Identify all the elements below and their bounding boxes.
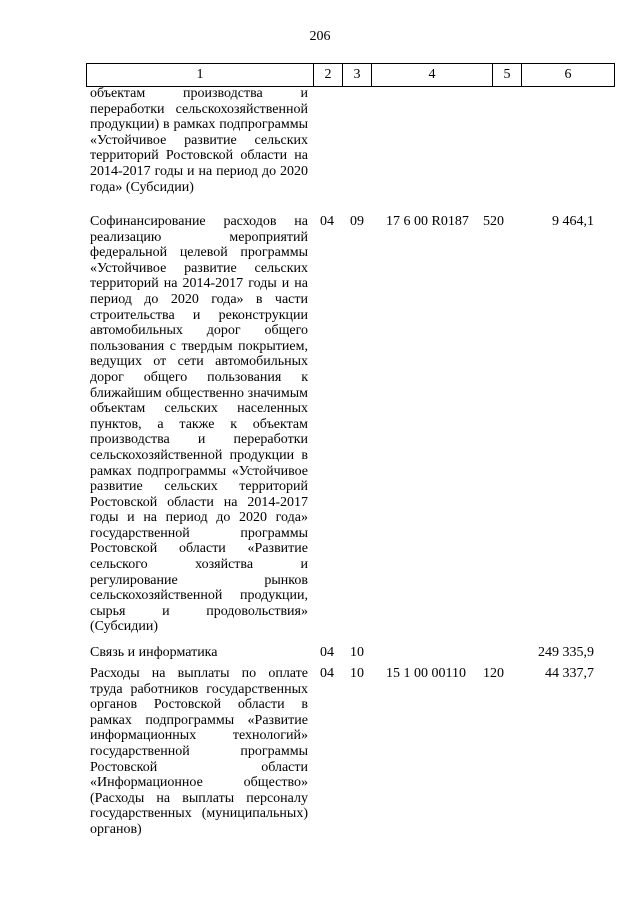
row-section-code: 04 [320, 666, 334, 681]
row-description: объектам производства и переработки сельскохозяйственной продукции) в рамках подпрограммы «Устойчивое развитие сельских территорий Ростовской области на 2014-2017 годы и на период до 2020 года» (Субсидии) [90, 86, 308, 195]
row-subsection-code: 10 [350, 645, 364, 660]
row-section-code: 04 [320, 645, 334, 660]
page-number: 206 [309, 29, 331, 44]
row-amount: 44 337,7 [545, 666, 594, 681]
column-header-2: 2 [314, 64, 343, 87]
row-description: Связь и информатика [90, 645, 218, 660]
row-subsection-code: 10 [350, 666, 364, 681]
row-amount: 9 464,1 [552, 214, 594, 229]
row-target-article-code: 15 1 00 00110 [386, 666, 466, 681]
column-header-3: 3 [343, 64, 372, 87]
column-header-4: 4 [372, 64, 493, 87]
column-header-1: 1 [87, 64, 314, 87]
row-expense-type-code: 520 [483, 214, 504, 229]
column-header-row [86, 63, 615, 87]
row-expense-type-code: 120 [483, 666, 504, 681]
row-description: Расходы на выплаты по оплате труда работников государственных органов Ростовской области в рамках подпрограммы «Развитие информационных технологий» государственной программы Ростовской области «Информационное общество» (Расходы на выплаты персоналу государственных (муниципальных) органов) [90, 666, 308, 837]
row-target-article-code: 17 6 00 R0187 [386, 214, 469, 229]
row-section-code: 04 [320, 214, 334, 229]
row-amount: 249 335,9 [538, 645, 594, 660]
row-subsection-code: 09 [350, 214, 364, 229]
column-header-5: 5 [493, 64, 522, 87]
column-header-6: 6 [522, 64, 615, 87]
row-description: Софинансирование расходов на реализацию мероприятий федеральной целевой программы «Устойчивое развитие сельских территорий на 2014-2017 годы и на период до 2020 года» в части строительства и реконструкции автомобильных дорог общего пользования с твердым покрытием, ведущих от сети автомобильных дорог общего пользования к ближайшим общественно значимым объектам сельских населенных пунктов, а также к объектам производства и переработки сельскохозяйственной продукции в рамках подпрограммы «Устойчивое развитие сельских территорий Ростовской области на 2014-2017 годы и на период до 2020 года» государственной программы Ростовской области «Развитие сельского хозяйства и регулирование рынков сельскохозяйственной продукции, сырья и продовольствия» (Субсидии) [90, 214, 308, 635]
